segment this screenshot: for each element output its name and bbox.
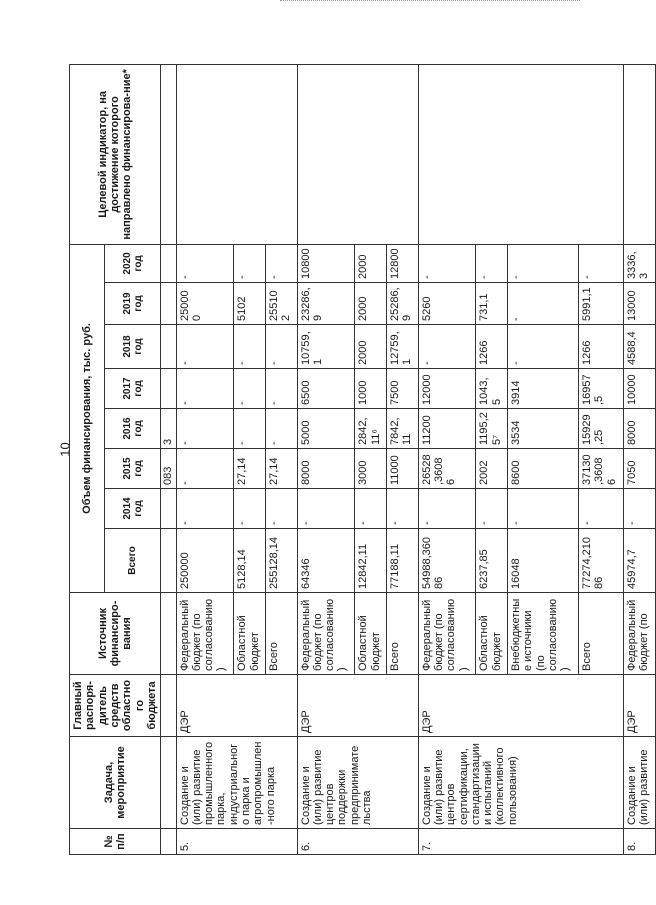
source-cell: Областной бюджет bbox=[476, 593, 508, 675]
value-cell-y2020: - bbox=[508, 244, 579, 282]
colnum-cell bbox=[161, 829, 176, 855]
value-cell-y2018: - bbox=[176, 325, 234, 369]
value-cell-y2020: 10800 bbox=[297, 244, 355, 282]
value-cell-y2017: 16957,5 bbox=[579, 369, 624, 409]
value-cell-y2014: - bbox=[623, 489, 655, 529]
row-number: 7. bbox=[418, 829, 623, 855]
value-cell-total: 250000 bbox=[176, 529, 234, 593]
value-cell-y2019: 5260 bbox=[418, 283, 476, 325]
target-cell bbox=[623, 64, 655, 244]
value-cell-y2015: 8600 bbox=[508, 449, 579, 489]
value-cell-y2020: 2000 bbox=[355, 244, 387, 282]
value-cell-total: 64346 bbox=[297, 529, 355, 593]
header-2018: 2018 год bbox=[105, 325, 161, 369]
value-cell-y2018: - bbox=[508, 325, 579, 369]
value-cell-y2016: 2842,11⁶ bbox=[355, 409, 387, 449]
header-2014: 2014 год bbox=[105, 489, 161, 529]
source-cell: Областной бюджет bbox=[234, 593, 266, 675]
value-cell-y2019: 255102 bbox=[265, 283, 297, 325]
value-cell-y2018: 10759,1 bbox=[297, 325, 355, 369]
source-cell: Всего bbox=[579, 593, 624, 675]
header-admin: Главный распоря-дитель средств областного бюджета bbox=[70, 675, 161, 737]
value-cell-y2019: 25286,9 bbox=[387, 283, 419, 325]
target-cell bbox=[176, 64, 297, 244]
value-cell-y2019: - bbox=[508, 283, 579, 325]
value-cell-y2019: 731,1 bbox=[476, 283, 508, 325]
page-number: 10 bbox=[57, 442, 73, 457]
value-cell-total: 5128,14 bbox=[234, 529, 266, 593]
table-row bbox=[297, 64, 355, 854]
value-cell-y2020: 3336,3 bbox=[623, 244, 655, 282]
value-cell-y2019: 23286,9 bbox=[297, 283, 355, 325]
value-cell-y2015: - bbox=[176, 449, 234, 489]
value-cell-y2020: - bbox=[265, 244, 297, 282]
source-cell: Федеральный бюджет (по согласованию) bbox=[297, 593, 355, 675]
value-cell-y2015: 37130,36086 bbox=[579, 449, 624, 489]
admin-cell: ДЭР bbox=[418, 675, 623, 737]
value-cell-y2020: - bbox=[579, 244, 624, 282]
value-cell-y2014: - bbox=[297, 489, 355, 529]
value-cell-y2016: 1195,25⁷ bbox=[476, 409, 508, 449]
value-cell-y2017: 12000 bbox=[418, 369, 476, 409]
colnum-cell: 3 bbox=[161, 409, 176, 449]
row-number: 5. bbox=[176, 829, 297, 855]
header-no: № п/п bbox=[70, 829, 161, 855]
source-cell: Федеральный бюджет (по согласованию) bbox=[176, 593, 234, 675]
value-cell-y2019: 5991,1 bbox=[579, 283, 624, 325]
header-row-1 bbox=[70, 64, 105, 854]
row-number: 8. bbox=[623, 829, 655, 855]
value-cell-y2016: 15929,25 bbox=[579, 409, 624, 449]
row-number: 6. bbox=[297, 829, 418, 855]
value-cell-y2019: 2000 bbox=[355, 283, 387, 325]
table-row bbox=[176, 64, 234, 854]
header-2020: 2020 год bbox=[105, 244, 161, 282]
value-cell-y2014: - bbox=[176, 489, 234, 529]
colnum-cell bbox=[161, 283, 176, 325]
header-task: Задача, мероприятие bbox=[70, 737, 161, 829]
colnum-cell bbox=[161, 675, 176, 737]
value-cell-y2018: - bbox=[418, 325, 476, 369]
value-cell-y2018: - bbox=[265, 325, 297, 369]
value-cell-y2018: 12759,1 bbox=[387, 325, 419, 369]
source-cell: Внебюджетные источники (по согласованию) bbox=[508, 593, 579, 675]
value-cell-y2017: 1043,5 bbox=[476, 369, 508, 409]
value-cell-y2016: - bbox=[265, 409, 297, 449]
value-cell-y2014: - bbox=[265, 489, 297, 529]
value-cell-total: 77188,11 bbox=[387, 529, 419, 593]
value-cell-y2019: 5102 bbox=[234, 283, 266, 325]
target-cell bbox=[418, 64, 623, 244]
target-cell bbox=[297, 64, 418, 244]
task-cell: Создание и (или) развитие центров сертификации, стандартизации и испытаний (коллективного пользования) bbox=[418, 737, 623, 829]
colnum-cell bbox=[161, 529, 176, 593]
value-cell-y2014: - bbox=[418, 489, 476, 529]
value-cell-y2014: - bbox=[387, 489, 419, 529]
value-cell-y2020: - bbox=[234, 244, 266, 282]
table-row bbox=[623, 64, 655, 854]
rotated-table-container bbox=[69, 65, 651, 855]
value-cell-y2018: 2000 bbox=[355, 325, 387, 369]
value-cell-y2015: 11000 bbox=[387, 449, 419, 489]
value-cell-y2014: - bbox=[355, 489, 387, 529]
value-cell-total: 16048 bbox=[508, 529, 579, 593]
value-cell-total: 45974,7 bbox=[623, 529, 655, 593]
value-cell-total: 77274,21086 bbox=[579, 529, 624, 593]
value-cell-y2020: 12800 bbox=[387, 244, 419, 282]
value-cell-y2017: 3914 bbox=[508, 369, 579, 409]
value-cell-y2015: 26528,36086 bbox=[418, 449, 476, 489]
value-cell-y2019: 13000 bbox=[623, 283, 655, 325]
value-cell-y2014: - bbox=[508, 489, 579, 529]
value-cell-y2017: 1000 bbox=[355, 369, 387, 409]
admin-cell: ДЭР bbox=[176, 675, 297, 737]
header-2016: 2016 год bbox=[105, 409, 161, 449]
value-cell-y2018: 1266 bbox=[476, 325, 508, 369]
colnum-cell bbox=[161, 64, 176, 244]
value-cell-y2015: 8000 bbox=[297, 449, 355, 489]
header-2015: 2015 год bbox=[105, 449, 161, 489]
header-target: Целевой индикатор, на достижение которого направлено финансирова-ние* bbox=[70, 64, 161, 244]
header-2017: 2017 год bbox=[105, 369, 161, 409]
colnum-cell bbox=[161, 325, 176, 369]
colnum-cell bbox=[161, 489, 176, 529]
value-cell-y2020: - bbox=[476, 244, 508, 282]
value-cell-y2014: - bbox=[476, 489, 508, 529]
value-cell-y2015: 27,14 bbox=[234, 449, 266, 489]
admin-cell: ДЭР bbox=[297, 675, 418, 737]
value-cell-total: 12842,11 bbox=[355, 529, 387, 593]
value-cell-total: 6237,85 bbox=[476, 529, 508, 593]
value-cell-y2015: 2002 bbox=[476, 449, 508, 489]
column-number-row bbox=[161, 64, 176, 854]
value-cell-y2015: 27,14 bbox=[265, 449, 297, 489]
value-cell-y2016: 3534 bbox=[508, 409, 579, 449]
colnum-cell: 083 bbox=[161, 449, 176, 489]
task-cell: Создание и (или) развитие центров поддержки предпринимательства bbox=[297, 737, 418, 829]
value-cell-y2016: - bbox=[234, 409, 266, 449]
value-cell-y2020: - bbox=[176, 244, 234, 282]
value-cell-y2017: - bbox=[265, 369, 297, 409]
table-row bbox=[418, 64, 476, 854]
value-cell-total: 54988,36086 bbox=[418, 529, 476, 593]
value-cell-y2017: 7500 bbox=[387, 369, 419, 409]
value-cell-y2019: 250000 bbox=[176, 283, 234, 325]
value-cell-y2018: 4588,4 bbox=[623, 325, 655, 369]
colnum-cell bbox=[161, 737, 176, 829]
value-cell-y2017: - bbox=[176, 369, 234, 409]
value-cell-y2017: 10000 bbox=[623, 369, 655, 409]
value-cell-y2015: 7050 bbox=[623, 449, 655, 489]
value-cell-y2015: 3000 bbox=[355, 449, 387, 489]
value-cell-y2018: 1266 bbox=[579, 325, 624, 369]
value-cell-y2016: 8000 bbox=[623, 409, 655, 449]
source-cell: Всего bbox=[265, 593, 297, 675]
source-cell: Федеральный бюджет (по bbox=[623, 593, 655, 675]
task-cell: Создание и (или) развитие bbox=[623, 737, 655, 829]
admin-cell: ДЭР bbox=[623, 675, 655, 737]
colnum-cell bbox=[161, 593, 176, 675]
task-cell: Создание и (или) развитие промышленного парка, индустриального парка и агропромышлен-ного парка bbox=[176, 737, 297, 829]
colnum-cell bbox=[161, 369, 176, 409]
value-cell-y2016: 7842,11 bbox=[387, 409, 419, 449]
header-2019: 2019 год bbox=[105, 283, 161, 325]
value-cell-y2014: - bbox=[579, 489, 624, 529]
colnum-cell bbox=[161, 244, 176, 282]
header-volume: Объем финансирования, тыс. руб. bbox=[70, 244, 105, 592]
value-cell-y2017: 6500 bbox=[297, 369, 355, 409]
value-cell-y2016: 5000 bbox=[297, 409, 355, 449]
value-cell-y2017: - bbox=[234, 369, 266, 409]
value-cell-y2014: - bbox=[234, 489, 266, 529]
source-cell: Федеральный бюджет (по согласованию) bbox=[418, 593, 476, 675]
value-cell-y2016: 11200 bbox=[418, 409, 476, 449]
source-cell: Областной бюджет bbox=[355, 593, 387, 675]
value-cell-total: 255128,14 bbox=[265, 529, 297, 593]
header-total: Всего bbox=[105, 529, 161, 593]
value-cell-y2020: - bbox=[418, 244, 476, 282]
scan-artifact-line bbox=[280, 0, 580, 3]
header-source: Источник финансиро-вания bbox=[70, 593, 161, 675]
financing-table bbox=[69, 64, 656, 855]
source-cell: Всего bbox=[387, 593, 419, 675]
value-cell-y2016: - bbox=[176, 409, 234, 449]
value-cell-y2018: - bbox=[234, 325, 266, 369]
